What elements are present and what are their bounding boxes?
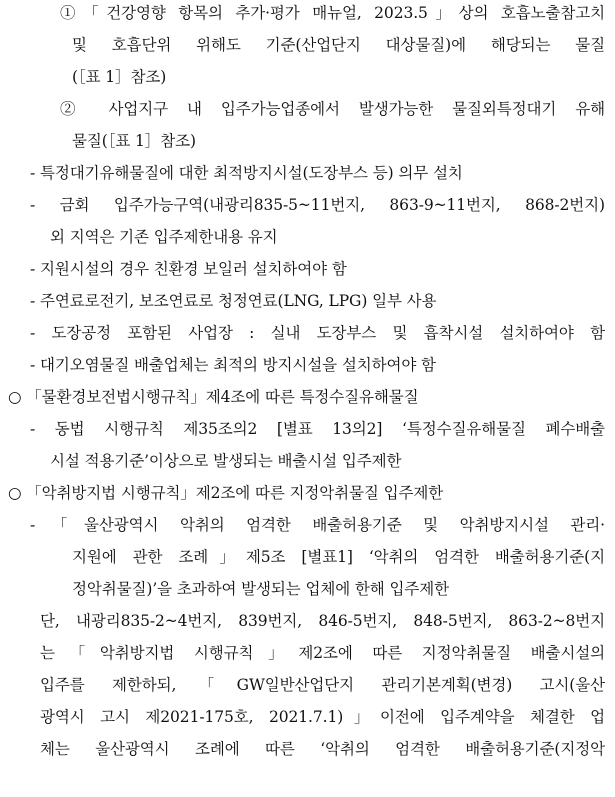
text-line-23: 광역시 고시 제2021-175호, 2021.7.1)」이전에 입주계약을 체결한 업 (40, 708, 605, 726)
text-line-7: - 금회 입주가능구역(내광리835-5~11번지, 863-9~11번지, 868-2번지) (30, 196, 605, 214)
text-line-10: - 주연료로전기, 보조연료로 청정연료(LNG, LPG) 일부 사용 (30, 292, 437, 310)
text-line-21: 는「악취방지법 시행규칙」제2조에 따른 지정악취물질 배출시설의 (40, 644, 605, 662)
text-line-24: 체는 울산광역시 조례에 따른 ‘악취의 엄격한 배출허용기준(지정악 (40, 740, 605, 758)
text-line-19: 정악취물질)’을 초과하여 발생되는 업체에 한해 입주제한 (72, 580, 449, 598)
text-line-4: ② 사업지구 내 입주가능업종에서 발생가능한 물질외특정대기 유해 (60, 100, 605, 118)
text-line-2: 및 호흡단위 위해도 기준(산업단지 대상물질)에 해당되는 물질 (72, 36, 605, 54)
text-line-12: - 대기오염물질 배출업체는 최적의 방지시설을 설치하여야 함 (30, 356, 436, 374)
text-line-11: - 도장공정 포함된 사업장 : 실내 도장부스 및 흡착시설 설치하여야 함 (30, 324, 605, 342)
text-line-22: 입주를 제한하되,「GW일반산업단지 관리기본계획(변경) 고시(울산 (40, 676, 605, 694)
text-line-3: (［표 1］참조) (72, 68, 167, 86)
text-line-9: - 지원시설의 경우 친환경 보일러 설치하여야 함 (30, 260, 347, 278)
text-line-6: - 특정대기유해물질에 대한 최적방지시설(도장부스 등) 의무 설치 (30, 164, 463, 182)
text-line-14: - 동법 시행규칙 제35조의2 [별표 13의2] ‘특정수질유해물질 폐수배출 (30, 420, 605, 438)
text-line-5: 물질(［표 1］참조) (72, 132, 196, 150)
text-line-16: ○ 「악취방지법 시행규칙」제2조에 따른 지정악취물질 입주제한 (8, 484, 444, 502)
text-line-15: 시설 적용기준’이상으로 발생되는 배출시설 입주제한 (50, 452, 402, 470)
text-line-13: ○ 「물환경보전법시행규칙」제4조에 따른 특정수질유해물질 (8, 388, 419, 406)
text-line-18: 지원에 관한 조례」제5조 [별표1] ‘악취의 엄격한 배출허용기준(지 (72, 548, 605, 566)
text-line-8: 외 지역은 기존 입주제한내용 유지 (50, 228, 278, 246)
text-line-17: -「울산광역시 악취의 엄격한 배출허용기준 및 악취방지시설 관리· (30, 516, 605, 534)
text-line-1: ①「건강영향 항목의 추가·평가 매뉴얼, 2023.5」상의 호흡노출참고치 (60, 4, 605, 22)
text-line-20: 단, 내광리835-2~4번지, 839번지, 846-5번지, 848-5번지, 863-2~8번지 (40, 612, 605, 630)
